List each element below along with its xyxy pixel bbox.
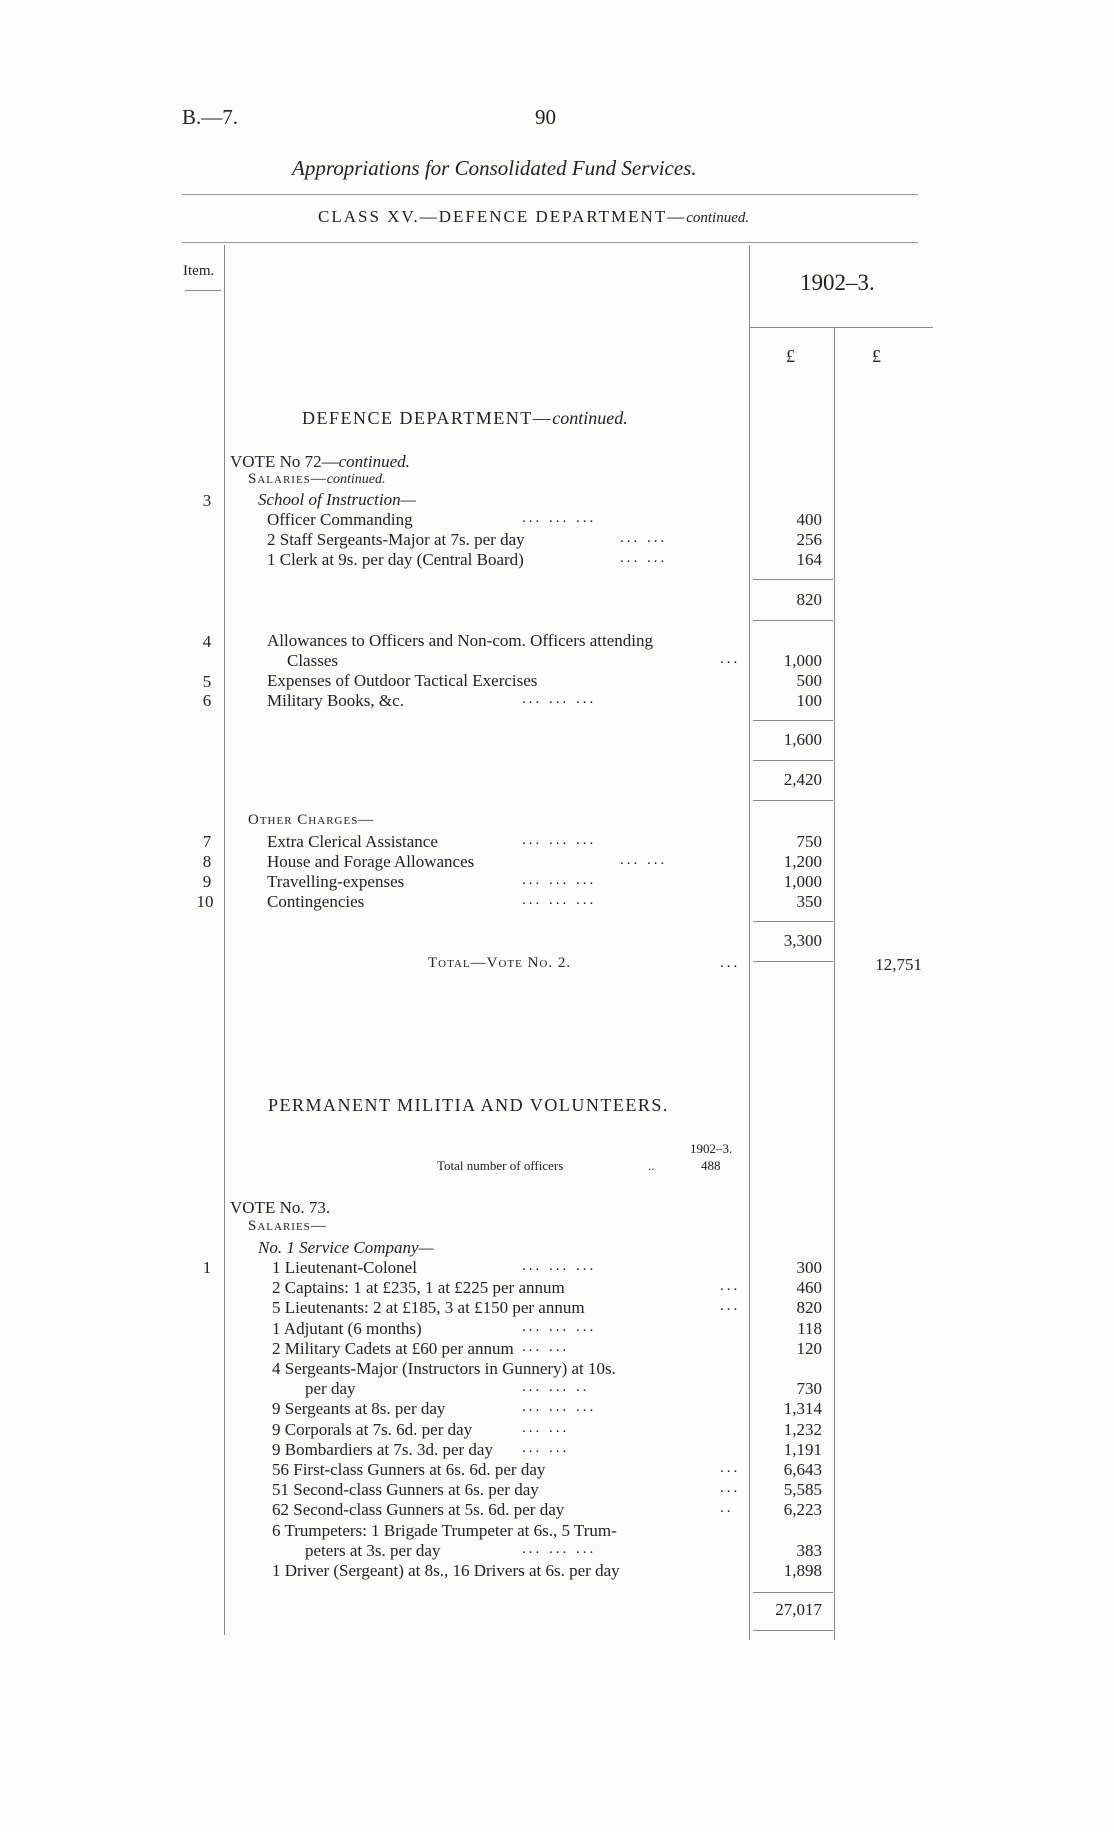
item-number: 10 — [196, 892, 214, 911]
line-text: 62 Second-class Gunners at 5s. 6d. per day — [272, 1500, 565, 1520]
leader-dots: ... — [720, 1460, 741, 1476]
line-amount: 460 — [796, 1278, 822, 1298]
line-amount: 1,232 — [783, 1419, 822, 1439]
item-number: 1 — [202, 1258, 212, 1277]
line-amount: 6,643 — [783, 1460, 822, 1479]
leader-dots: ... ... ... — [522, 872, 597, 888]
vote-72-heading: VOTE No 72—continued. — [230, 452, 410, 471]
section-title-militia: PERMANENT MILITIA AND VOLUNTEERS. — [268, 1095, 669, 1115]
line-text: Allowances to Officers and Non-com. Officers attending — [267, 631, 654, 650]
line-amount: 300 — [796, 1258, 822, 1277]
class-rule — [182, 242, 918, 243]
subtotal-rule — [753, 921, 833, 922]
page-number: 90 — [535, 105, 556, 129]
line-text: 1 Lieutenant-Colonel — [272, 1258, 417, 1277]
leader-dots: ... ... — [522, 1338, 570, 1355]
subtotal-rule — [753, 800, 833, 801]
line-text: 9 Corporals at 7s. 6d. per day — [272, 1419, 473, 1439]
line-amount: 383 — [796, 1540, 822, 1560]
officers-label: Total number of officers — [437, 1158, 564, 1173]
leader-dots: ... ... — [522, 1439, 570, 1456]
year-header: 1902–3. — [800, 270, 875, 295]
line-amount: 100 — [796, 691, 822, 710]
item-underline — [185, 290, 221, 291]
leader-dots: ... ... ... — [522, 892, 597, 908]
leader-dots: ... ... ... — [522, 1540, 597, 1557]
leader-dots: ... — [720, 651, 741, 667]
leader-dots: ... ... ... — [522, 1258, 597, 1274]
subtotal: 2,420 — [783, 770, 822, 789]
class-heading: CLASS XV.—DEFENCE DEPARTMENT—continued. — [318, 207, 750, 226]
item-column-divider — [224, 245, 225, 1635]
leader-dots: ... ... — [522, 1419, 570, 1436]
line-text: Contingencies — [267, 892, 365, 911]
amount-column-divider — [749, 245, 750, 1640]
leader-dots: ... — [720, 1278, 741, 1295]
subtotal: 27,017 — [775, 1600, 822, 1619]
leader-dots: ... — [720, 1298, 741, 1315]
line-text: 5 Lieutenants: 2 at £185, 3 at £150 per annum — [272, 1298, 585, 1318]
line-amount: 118 — [797, 1318, 822, 1338]
section-title-defence: DEFENCE DEPARTMENT—continued. — [302, 408, 628, 428]
leader-dots: ... ... — [620, 852, 668, 868]
officers-count: 488 — [701, 1158, 721, 1173]
line-text: 1 Adjutant (6 months) — [272, 1318, 422, 1338]
line-text: 1 Clerk at 9s. per day (Central Board) — [267, 550, 524, 569]
leader-dots: ... ... .. — [522, 1379, 590, 1396]
salaries-heading: Salaries— — [248, 1218, 327, 1234]
line-amount: 5,585 — [783, 1480, 822, 1500]
header-rule — [182, 194, 918, 195]
line-text: Officer Commanding — [267, 510, 413, 529]
line-text: Travelling-expenses — [267, 872, 405, 891]
year-rule — [749, 327, 933, 328]
line-text: House and Forage Allowances — [267, 852, 475, 871]
leader-dots: ... ... ... — [522, 1318, 597, 1335]
item-number: 8 — [202, 852, 212, 871]
vote-73-heading: VOTE No. 73. — [230, 1198, 331, 1217]
line-text: 9 Bombardiers at 7s. 3d. per day — [272, 1439, 493, 1459]
line-text: 1 Driver (Sergeant) at 8s., 16 Drivers at 6s. per day — [272, 1561, 620, 1580]
subtotal-rule — [753, 620, 833, 621]
line-amount: 6,223 — [783, 1500, 822, 1520]
leader-dots: ... — [720, 955, 741, 971]
line-amount: 1,191 — [783, 1439, 822, 1459]
vote-total: 12,751 — [875, 955, 922, 974]
line-text: 2 Military Cadets at £60 per annum — [272, 1338, 514, 1358]
item-number: 6 — [202, 691, 212, 710]
report-code: B.—7. — [182, 105, 239, 129]
leader-dots: ... ... — [620, 550, 668, 566]
line-text: Military Books, &c. — [267, 691, 404, 710]
total-column-divider — [834, 327, 835, 1640]
page-title: Appropriations for Consolidated Fund Services. — [292, 156, 697, 180]
line-amount: 350 — [796, 892, 822, 911]
leader-dots: ... ... ... — [522, 832, 597, 848]
line-text: 9 Sergeants at 8s. per day — [272, 1399, 446, 1419]
subtotal-rule — [753, 1592, 833, 1593]
leader-dots: ... ... ... — [522, 1399, 597, 1416]
line-amount: 730 — [796, 1379, 822, 1399]
officers-year: 1902–3. — [690, 1141, 733, 1156]
subtotal: 820 — [796, 590, 822, 609]
subtotal-rule — [753, 961, 833, 962]
line-amount: 400 — [796, 510, 822, 529]
item-column-header: Item. — [183, 263, 215, 279]
line-text: 56 First-class Gunners at 6s. 6d. per day — [272, 1460, 546, 1479]
salaries-heading: Salaries—continued. — [248, 471, 386, 487]
subtotal: 1,600 — [783, 730, 822, 749]
item-number: 5 — [202, 672, 212, 691]
line-amount: 1,314 — [783, 1399, 822, 1419]
line-text: peters at 3s. per day — [305, 1540, 441, 1560]
line-amount: 1,898 — [783, 1561, 822, 1580]
subtotal-rule — [753, 720, 833, 721]
leader-dots: ... — [720, 1480, 741, 1497]
line-text: Expenses of Outdoor Tactical Exercises — [267, 671, 538, 690]
line-text: Classes — [287, 651, 338, 670]
line-amount: 120 — [796, 1338, 822, 1358]
item-number: 3 — [202, 491, 212, 510]
leader-dots: ... ... — [620, 530, 668, 546]
item-number: 4 — [202, 632, 212, 651]
subtotal-rule — [753, 760, 833, 761]
line-text: 4 Sergeants-Major (Instructors in Gunnery) at 10s. — [272, 1359, 616, 1378]
subtotal: 3,300 — [783, 931, 822, 950]
line-amount: 256 — [796, 530, 822, 549]
line-amount: 500 — [796, 671, 822, 690]
other-charges-heading: Other Charges— — [248, 812, 375, 828]
line-amount: 820 — [796, 1298, 822, 1318]
item-number: 9 — [202, 872, 212, 891]
school-heading: School of Instruction— — [258, 490, 416, 509]
line-text: 2 Captains: 1 at £235, 1 at £225 per annum — [272, 1278, 565, 1298]
pound-unit-1: £ — [786, 346, 795, 366]
item-number: 7 — [202, 832, 212, 851]
line-text: per day — [305, 1379, 356, 1399]
line-amount: 164 — [796, 550, 822, 569]
line-amount: 1,200 — [783, 852, 822, 871]
line-text: 51 Second-class Gunners at 6s. per day — [272, 1480, 539, 1500]
line-amount: 1,000 — [783, 651, 822, 670]
line-amount: 750 — [796, 832, 822, 851]
subtotal-rule — [753, 1630, 833, 1631]
leader-dots: ... ... ... — [522, 691, 597, 707]
line-amount: 1,000 — [783, 872, 822, 891]
pound-unit-2: £ — [872, 346, 881, 366]
company-heading: No. 1 Service Company— — [258, 1238, 434, 1257]
leader-dots: ... ... ... — [522, 510, 597, 526]
subtotal-rule — [753, 579, 833, 580]
leader-dots: .. — [720, 1500, 734, 1517]
line-text: Extra Clerical Assistance — [267, 832, 438, 851]
line-text: 2 Staff Sergeants-Major at 7s. per day — [267, 530, 525, 549]
line-text: 6 Trumpeters: 1 Brigade Trumpeter at 6s., 5 Trum- — [272, 1520, 617, 1540]
leader-dots: .. — [648, 1158, 655, 1173]
vote-total-label: Total—Vote No. 2. — [428, 955, 572, 971]
